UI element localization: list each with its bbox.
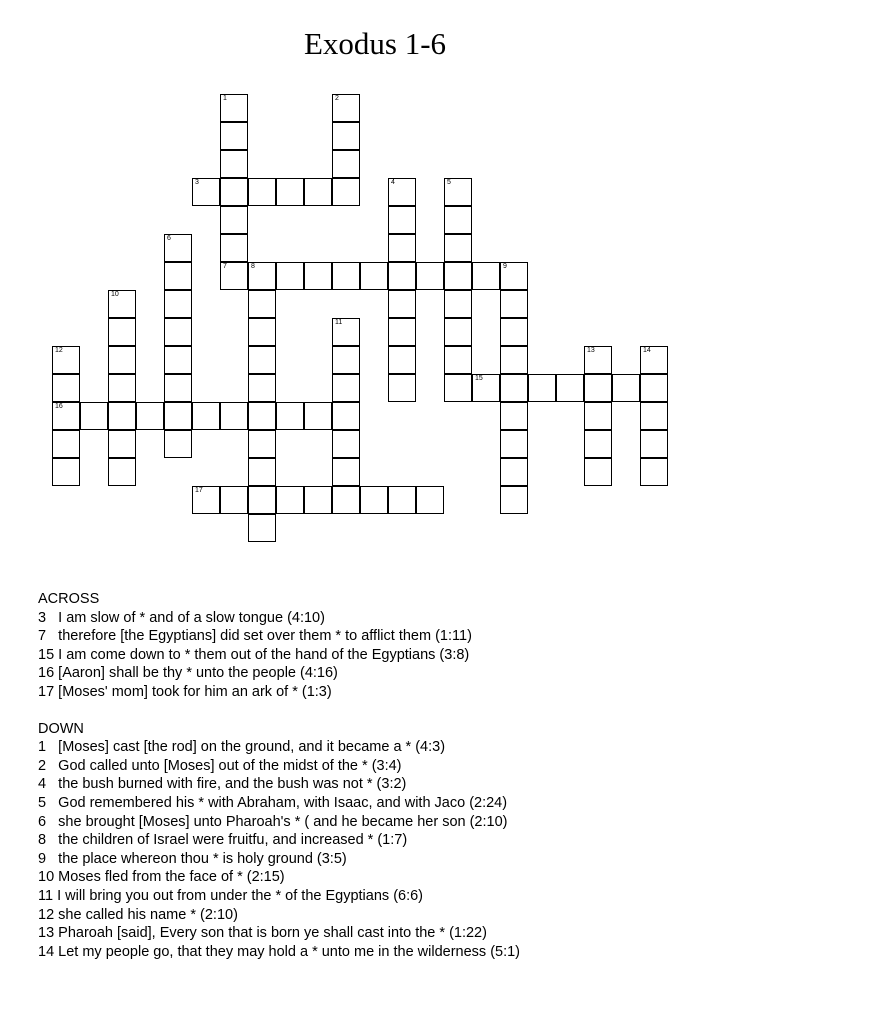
grid-cell[interactable] bbox=[164, 290, 192, 318]
clue-text: I am come down to * them out of the hand of the Egyptians (3:8) bbox=[54, 646, 470, 663]
grid-cell[interactable] bbox=[248, 374, 276, 402]
grid-cell[interactable] bbox=[500, 374, 528, 402]
grid-cell[interactable] bbox=[500, 402, 528, 430]
grid-cell[interactable] bbox=[108, 402, 136, 430]
grid-cell[interactable] bbox=[248, 262, 276, 290]
across-heading: ACROSS bbox=[38, 591, 100, 607]
grid-cell[interactable] bbox=[444, 346, 472, 374]
grid-cell[interactable] bbox=[388, 346, 416, 374]
cell-number: 16 bbox=[55, 403, 63, 410]
grid-cell[interactable] bbox=[388, 486, 416, 514]
grid-cell[interactable] bbox=[332, 430, 360, 458]
grid-cell[interactable] bbox=[640, 430, 668, 458]
clue-item bbox=[38, 887, 858, 906]
grid-cell[interactable] bbox=[248, 290, 276, 318]
clue-text: Moses fled from the face of * (2:15) bbox=[54, 869, 285, 886]
clue-item bbox=[38, 831, 858, 850]
clue-number: 12 bbox=[38, 906, 55, 923]
grid-cell[interactable] bbox=[332, 94, 360, 122]
grid-cell[interactable] bbox=[248, 402, 276, 430]
clue-number: 8 bbox=[38, 832, 47, 849]
clue-item bbox=[38, 683, 858, 702]
grid-cell[interactable] bbox=[500, 318, 528, 346]
grid-cell[interactable] bbox=[248, 514, 276, 542]
clue-item bbox=[38, 664, 858, 683]
grid-cell[interactable] bbox=[444, 206, 472, 234]
clue-item bbox=[38, 943, 858, 962]
across-clue-list bbox=[38, 609, 858, 702]
grid-cell[interactable] bbox=[584, 430, 612, 458]
clue-item bbox=[38, 646, 858, 665]
cell-number: 6 bbox=[167, 235, 171, 242]
grid-cell[interactable] bbox=[388, 318, 416, 346]
grid-cell[interactable] bbox=[192, 486, 220, 514]
grid-cell[interactable] bbox=[416, 486, 444, 514]
grid-cell[interactable] bbox=[220, 402, 248, 430]
grid-cell[interactable] bbox=[500, 290, 528, 318]
grid-cell[interactable] bbox=[164, 430, 192, 458]
clue-text: she brought [Moses] unto Pharoah's * ( and he became her son (2:10) bbox=[46, 813, 508, 830]
clues-section bbox=[38, 590, 858, 961]
grid-cell[interactable] bbox=[556, 374, 584, 402]
down-heading: DOWN bbox=[38, 720, 84, 737]
grid-cell[interactable] bbox=[388, 374, 416, 402]
grid-cell[interactable] bbox=[332, 458, 360, 486]
grid-cell[interactable] bbox=[444, 178, 472, 206]
clue-text: I will bring you out from under the * of the Egyptians (6:6) bbox=[53, 887, 424, 904]
grid-cell[interactable] bbox=[332, 262, 360, 290]
cell-number: 4 bbox=[391, 179, 395, 186]
grid-cell[interactable] bbox=[304, 486, 332, 514]
grid-cell[interactable] bbox=[248, 430, 276, 458]
grid-cell[interactable] bbox=[248, 318, 276, 346]
grid-cell[interactable] bbox=[108, 458, 136, 486]
grid-cell[interactable] bbox=[164, 234, 192, 262]
clue-text: [Aaron] shall be thy * unto the people (4:16) bbox=[54, 665, 338, 682]
clue-item bbox=[38, 609, 858, 628]
grid-cell[interactable] bbox=[640, 402, 668, 430]
grid-cell[interactable] bbox=[360, 486, 388, 514]
clue-number: 16 bbox=[38, 665, 55, 682]
cell-number: 2 bbox=[335, 95, 339, 102]
clue-item bbox=[38, 813, 858, 832]
grid-cell[interactable] bbox=[444, 318, 472, 346]
clue-item bbox=[38, 757, 858, 776]
cell-number: 5 bbox=[447, 179, 451, 186]
grid-cell[interactable] bbox=[500, 346, 528, 374]
grid-cell[interactable] bbox=[276, 402, 304, 430]
clue-text: [Moses] cast [the rod] on the ground, and it became a * (4:3) bbox=[46, 739, 446, 756]
cell-number: 11 bbox=[335, 319, 343, 326]
grid-cell[interactable] bbox=[248, 178, 276, 206]
grid-cell[interactable] bbox=[360, 262, 388, 290]
cell-number: 14 bbox=[643, 347, 651, 354]
grid-cell[interactable] bbox=[220, 234, 248, 262]
grid-cell[interactable] bbox=[220, 94, 248, 122]
grid-cell[interactable] bbox=[304, 402, 332, 430]
cell-number: 12 bbox=[55, 347, 63, 354]
cell-number: 1 bbox=[223, 95, 227, 102]
grid-cell[interactable] bbox=[332, 318, 360, 346]
grid-cell[interactable] bbox=[248, 458, 276, 486]
grid-cell[interactable] bbox=[220, 178, 248, 206]
grid-cell[interactable] bbox=[584, 458, 612, 486]
grid-cell[interactable] bbox=[584, 346, 612, 374]
grid-cell[interactable] bbox=[388, 234, 416, 262]
clue-text: she called his name * (2:10) bbox=[54, 906, 238, 923]
grid-cell[interactable] bbox=[388, 290, 416, 318]
grid-cell[interactable] bbox=[640, 374, 668, 402]
grid-cell[interactable] bbox=[276, 178, 304, 206]
grid-cell[interactable] bbox=[500, 262, 528, 290]
grid-cell[interactable] bbox=[80, 402, 108, 430]
grid-cell[interactable] bbox=[248, 486, 276, 514]
cell-number: 10 bbox=[111, 291, 119, 298]
clue-number: 10 bbox=[38, 869, 55, 886]
grid-cell[interactable] bbox=[108, 374, 136, 402]
clue-text: God called unto [Moses] out of the midst of the * (3:4) bbox=[46, 757, 402, 774]
cell-number: 8 bbox=[251, 263, 255, 270]
grid-cell[interactable] bbox=[444, 374, 472, 402]
grid-cell[interactable] bbox=[220, 486, 248, 514]
grid-cell[interactable] bbox=[332, 122, 360, 150]
grid-cell[interactable] bbox=[332, 486, 360, 514]
grid-cell[interactable] bbox=[584, 374, 612, 402]
clue-number: 7 bbox=[38, 628, 47, 645]
cell-number: 13 bbox=[587, 347, 595, 354]
grid-cell[interactable] bbox=[640, 346, 668, 374]
grid-cell[interactable] bbox=[108, 290, 136, 318]
clue-text: [Moses' mom] took for him an ark of * (1:3) bbox=[54, 683, 332, 700]
grid-cell[interactable] bbox=[332, 374, 360, 402]
clue-number: 11 bbox=[38, 887, 54, 904]
grid-cell[interactable] bbox=[444, 290, 472, 318]
down-clue-list bbox=[38, 738, 858, 961]
clue-item bbox=[38, 775, 858, 794]
grid-cell[interactable] bbox=[304, 262, 332, 290]
grid-cell[interactable] bbox=[108, 318, 136, 346]
grid-cell[interactable] bbox=[52, 402, 80, 430]
clue-number: 1 bbox=[38, 739, 47, 756]
grid-cell[interactable] bbox=[388, 178, 416, 206]
grid-cell[interactable] bbox=[304, 178, 332, 206]
grid-cell[interactable] bbox=[332, 178, 360, 206]
grid-cell[interactable] bbox=[612, 374, 640, 402]
clue-number: 13 bbox=[38, 925, 55, 942]
grid-cell[interactable] bbox=[276, 486, 304, 514]
clue-number: 15 bbox=[38, 646, 55, 663]
clue-item bbox=[38, 868, 858, 887]
grid-cell[interactable] bbox=[248, 346, 276, 374]
grid-cell[interactable] bbox=[332, 346, 360, 374]
clue-text: the place whereon thou * is holy ground (3:5) bbox=[46, 850, 347, 867]
grid-cell[interactable] bbox=[220, 122, 248, 150]
grid-cell[interactable] bbox=[52, 374, 80, 402]
grid-cell[interactable] bbox=[164, 346, 192, 374]
cell-number: 7 bbox=[223, 263, 227, 270]
grid-cell[interactable] bbox=[52, 346, 80, 374]
clue-item bbox=[38, 924, 858, 943]
grid-cell[interactable] bbox=[164, 374, 192, 402]
grid-cell[interactable] bbox=[332, 150, 360, 178]
clue-number: 6 bbox=[38, 813, 47, 830]
clue-item bbox=[38, 794, 858, 813]
clue-item bbox=[38, 906, 858, 925]
grid-cell[interactable] bbox=[584, 402, 612, 430]
grid-cell[interactable] bbox=[444, 262, 472, 290]
grid-cell[interactable] bbox=[332, 402, 360, 430]
grid-cell[interactable] bbox=[52, 458, 80, 486]
grid-cell[interactable] bbox=[220, 262, 248, 290]
clue-number: 9 bbox=[38, 850, 47, 867]
cell-number: 17 bbox=[195, 487, 203, 494]
grid-cell[interactable] bbox=[388, 206, 416, 234]
cell-number: 9 bbox=[503, 263, 507, 270]
grid-cell[interactable] bbox=[444, 234, 472, 262]
clue-text: Let my people go, that they may hold a * unto me in the wilderness (5:1) bbox=[54, 943, 521, 960]
grid-cell[interactable] bbox=[164, 262, 192, 290]
grid-cell[interactable] bbox=[500, 458, 528, 486]
grid-cell[interactable] bbox=[500, 430, 528, 458]
clue-text: the bush burned with fire, and the bush was not * (3:2) bbox=[46, 776, 407, 793]
clue-item bbox=[38, 850, 858, 869]
clue-number: 17 bbox=[38, 683, 55, 700]
clue-text: therefore [the Egyptians] did set over them * to afflict them (1:11) bbox=[46, 628, 472, 645]
clue-text: I am slow of * and of a slow tongue (4:10) bbox=[46, 609, 325, 626]
grid-cell[interactable] bbox=[220, 206, 248, 234]
grid-cell[interactable] bbox=[192, 178, 220, 206]
cell-number: 15 bbox=[475, 375, 483, 382]
grid-cell[interactable] bbox=[528, 374, 556, 402]
clue-number: 4 bbox=[38, 776, 47, 793]
clue-number: 14 bbox=[38, 943, 55, 960]
grid-cell[interactable] bbox=[108, 346, 136, 374]
cell-number: 3 bbox=[195, 179, 199, 186]
grid-cell[interactable] bbox=[500, 486, 528, 514]
grid-cell[interactable] bbox=[276, 262, 304, 290]
grid-cell[interactable] bbox=[108, 430, 136, 458]
grid-cell[interactable] bbox=[192, 402, 220, 430]
clue-text: the children of Israel were fruitfu, and increased * (1:7) bbox=[46, 832, 408, 849]
grid-cell[interactable] bbox=[472, 374, 500, 402]
clue-item bbox=[38, 627, 858, 646]
clue-number: 5 bbox=[38, 794, 47, 811]
grid-cell[interactable] bbox=[52, 430, 80, 458]
grid-cell[interactable] bbox=[416, 262, 444, 290]
clue-text: God remembered his * with Abraham, with Isaac, and with Jaco (2:24) bbox=[46, 794, 508, 811]
clue-number: 3 bbox=[38, 609, 47, 626]
page-title: Exodus 1-6 bbox=[303, 26, 447, 61]
grid-cell[interactable] bbox=[640, 458, 668, 486]
clue-text: Pharoah [said], Every son that is born ye shall cast into the * (1:22) bbox=[54, 925, 487, 942]
grid-cell[interactable] bbox=[220, 150, 248, 178]
grid-cell[interactable] bbox=[164, 402, 192, 430]
grid-cell[interactable] bbox=[472, 262, 500, 290]
grid-cell[interactable] bbox=[388, 262, 416, 290]
clue-number: 2 bbox=[38, 757, 47, 774]
grid-cell[interactable] bbox=[164, 318, 192, 346]
grid-cell[interactable] bbox=[136, 402, 164, 430]
clue-item bbox=[38, 738, 858, 757]
